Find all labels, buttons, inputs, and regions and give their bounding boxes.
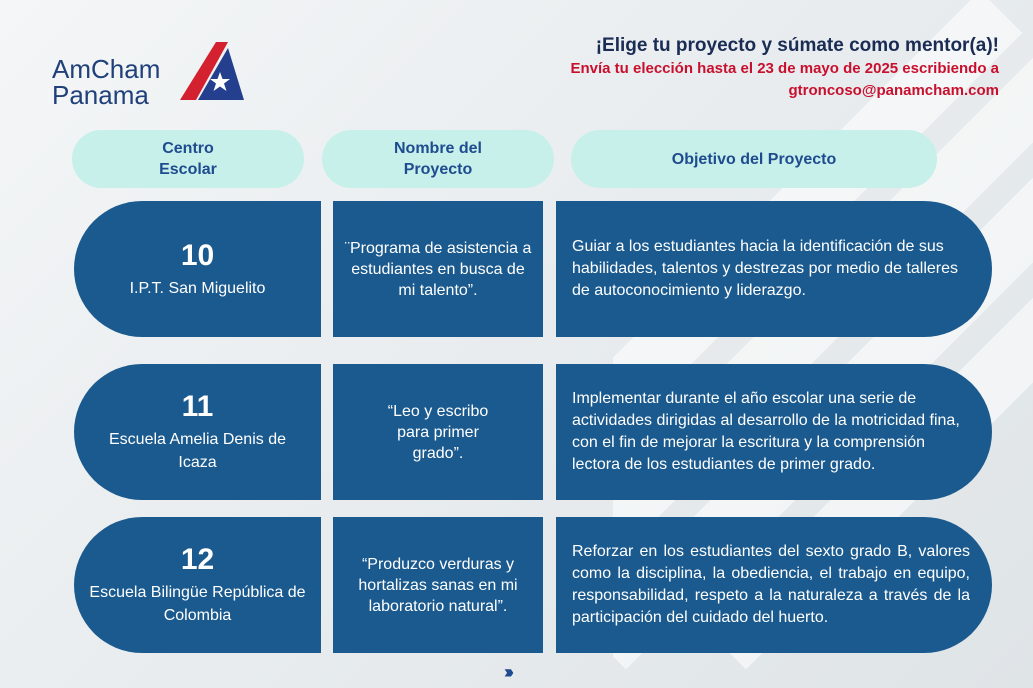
column-header-school: Centro Escolar xyxy=(72,130,304,188)
row-12-school xyxy=(74,517,321,653)
header-title: ¡Elige tu proyecto y súmate como mentor(a)! xyxy=(595,35,999,56)
row-11-school xyxy=(74,364,321,500)
header-email[interactable]: gtroncoso@panamcham.com xyxy=(788,82,999,99)
school-name: Escuela Amelia Denis de Icaza xyxy=(109,431,286,471)
logo-star-icon xyxy=(176,42,248,104)
project-number: 10 xyxy=(180,238,215,272)
project-number: 12 xyxy=(180,543,215,576)
header-deadline: Envía tu elección hasta el 23 de mayo de 2025 escribiendo a xyxy=(570,60,999,77)
row-12-project: “Produzco verduras y hortalizas sanas en mi laboratorio natural”. xyxy=(333,517,543,653)
row-10-objective: Guiar a los estudiantes hacia la identificación de sus habilidades, talentos y destrezas por medio de talleres de autoconocimiento y liderazgo. xyxy=(556,201,992,337)
amcham-logo xyxy=(52,42,252,112)
project-number: 11 xyxy=(181,390,214,423)
row-11-project: “Leo y escribo para primer grado”. xyxy=(333,364,543,500)
school-name: Escuela Bilingüe República de Colombia xyxy=(89,584,306,624)
school-name: I.P.T. San Miguelito xyxy=(129,279,266,297)
row-12-objective: Reforzar en los estudiantes del sexto grado B, valores como la disciplina, la obediencia, el trabajo en equipo, responsabilidad, respeto a la naturaleza a través de la participación del cuidado del huerto. xyxy=(556,517,992,653)
header xyxy=(570,34,999,102)
row-10-school xyxy=(74,201,321,337)
logo-text: AmCham Panama xyxy=(52,54,161,110)
row-10-project: ¨Programa de asistencia a estudiantes en busca de mi talento”. xyxy=(333,201,543,337)
next-arrows-icon[interactable]: ››› xyxy=(504,662,510,682)
column-header-project-name: Nombre del Proyecto xyxy=(322,130,554,188)
row-11-objective: Implementar durante el año escolar una serie de actividades dirigidas al desarrollo de la motricidad fina, con el fin de mejorar la escritura y la comprensión lectora de los estudiantes de primer grado. xyxy=(556,364,992,500)
column-header-objective: Objetivo del Proyecto xyxy=(571,130,937,188)
